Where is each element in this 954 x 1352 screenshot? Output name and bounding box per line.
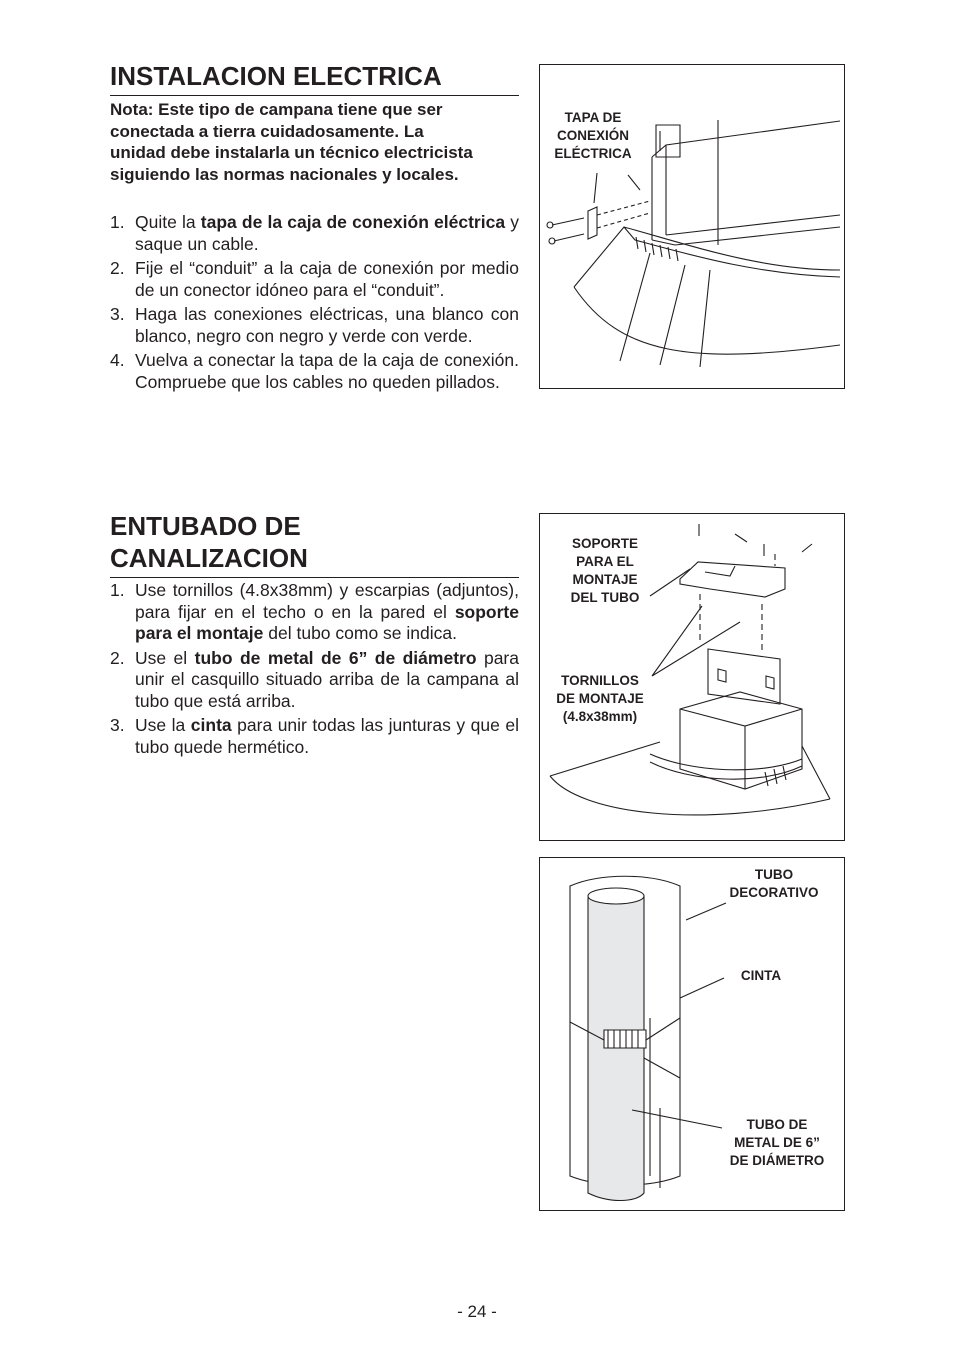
page-number: - 24 - xyxy=(457,1302,497,1321)
step-number: 2. xyxy=(110,647,125,668)
title-line: CANALIZACION xyxy=(110,543,308,573)
label-line: (4.8x38mm) xyxy=(562,709,638,724)
step-number: 3. xyxy=(110,304,125,324)
label-line: ELÉCTRICA xyxy=(554,146,632,161)
step-number: 1. xyxy=(110,212,125,232)
safety-note xyxy=(110,99,519,185)
section-title-entubado xyxy=(110,510,308,574)
step-text: Haga las conexiones eléctricas, una blanco con blanco, negro con negro y verde con verde. xyxy=(135,304,519,346)
step-emphasis: tapa de la caja de conexión eléctrica xyxy=(200,212,506,232)
label-line: CINTA xyxy=(740,968,782,983)
figure-mounting-bracket xyxy=(539,513,845,841)
step-number: 3. xyxy=(110,715,125,735)
step-text: Use el xyxy=(135,647,195,668)
label-line: TORNILLOS xyxy=(561,673,639,688)
label-line: DECORATIVO xyxy=(729,885,819,900)
step-item xyxy=(110,580,519,645)
label-tornillos-montaje xyxy=(545,672,655,726)
step-emphasis: soporte para el montaje xyxy=(135,601,519,643)
step-text: del tubo como se indica. xyxy=(263,623,457,643)
label-line: SOPORTE xyxy=(571,536,638,551)
title-line: ENTUBADO DE xyxy=(110,511,301,541)
label-line: MONTAJE xyxy=(572,572,638,587)
label-tubo-decorativo xyxy=(715,866,833,902)
label-tapa-conexion xyxy=(545,109,641,163)
label-line: METAL DE 6” xyxy=(734,1135,820,1150)
step-emphasis: tubo de metal de 6” de diámetro xyxy=(194,647,477,668)
note-line: siguiendo las normas nacionales y locales. xyxy=(110,164,459,184)
step-text: Use tornillos (4.8x38mm) y escarpias (adjuntos), para fijar en el techo o en la pared el xyxy=(135,580,519,622)
title-underline xyxy=(110,95,519,96)
label-line: TUBO DE xyxy=(746,1117,808,1132)
step-text: para unir todas las junturas y que el tubo quede hermético. xyxy=(135,715,519,757)
figure-duct-assembly xyxy=(539,857,845,1211)
label-line: DE DIÁMETRO xyxy=(729,1153,825,1168)
step-item xyxy=(110,304,519,347)
label-line: TUBO xyxy=(754,867,794,882)
step-number: 2. xyxy=(110,258,125,278)
label-line: DE MONTAJE xyxy=(556,691,644,706)
ducting-steps-list xyxy=(110,580,519,761)
step-number: 1. xyxy=(110,580,125,600)
step-item xyxy=(110,648,519,713)
step-text: Vuelva a conectar la tapa de la caja de conexión. Compruebe que los cables no queden pillados. xyxy=(135,350,519,392)
step-text: Use la xyxy=(135,715,191,735)
title-underline xyxy=(110,577,519,578)
label-cinta xyxy=(730,967,792,985)
electrical-steps-list xyxy=(110,212,519,396)
section-title-instalacion: INSTALACION ELECTRICA xyxy=(110,61,442,91)
step-text: para unir el casquillo situado arriba de la campana al tubo que está arriba. xyxy=(135,647,519,711)
figure-junction-box xyxy=(539,64,845,389)
step-number: 4. xyxy=(110,350,125,370)
step-emphasis: cinta xyxy=(190,715,232,735)
label-tubo-metal xyxy=(710,1116,844,1170)
label-line: CONEXIÓN xyxy=(556,128,629,143)
step-text: Quite la xyxy=(135,212,201,232)
step-item xyxy=(110,715,519,758)
label-line: PARA EL xyxy=(576,554,634,569)
label-line: DEL TUBO xyxy=(570,590,640,605)
step-text: Fije el “conduit” a la caja de conexión por medio de un conector idóneo para el “conduit”. xyxy=(135,258,519,300)
step-text: y saque un cable. xyxy=(135,212,519,254)
step-item xyxy=(110,258,519,301)
step-item xyxy=(110,350,519,393)
step-item xyxy=(110,212,519,255)
label-line: TAPA DE xyxy=(564,110,622,125)
note-line: conectada a tierra cuidadosamente. La xyxy=(110,121,424,141)
note-line: unidad debe instalarla un técnico electricista xyxy=(110,143,473,162)
note-line: Nota: Este tipo de campana tiene que ser xyxy=(110,100,443,119)
label-soporte-montaje xyxy=(555,535,655,607)
